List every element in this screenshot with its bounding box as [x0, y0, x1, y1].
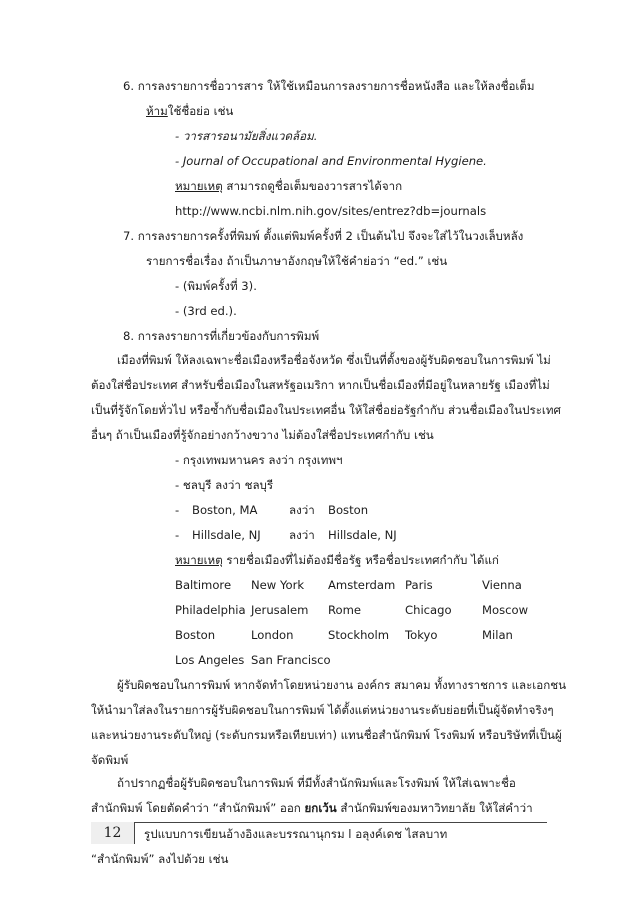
para-3-line-1: ถ้าปรากฏชื่อผู้รับผิดชอบในการพิมพ์ ที่มีทั้งสำนักพิมพ์และโรงพิมพ์ ให้ใส่เฉพาะชื่อ	[117, 776, 516, 790]
para-3-line-3: “สำนักพิมพ์” ลงไปด้วย เช่น	[91, 852, 229, 866]
example-english-journal: - Journal of Occupational and Environmental Hygiene.	[175, 154, 487, 168]
note-2	[175, 552, 499, 568]
para-2-line-1: ผู้รับผิดชอบในการพิมพ์ หากจัดทำโดยหน่วยงาน องค์กร สมาคม ทั้งทางราชการ และเอกชน	[117, 678, 567, 692]
item-8-heading: 8. การลงรายการที่เกี่ยวข้องกับการพิมพ์	[123, 329, 320, 343]
para-1-line-2: ต้องใส่ชื่อประเทศ สำหรับชื่อเมืองในสหรัฐอเมริกา หากเป็นชื่อเมืองที่มีอยู่ในหลายรัฐ เมืองที่ไม่	[91, 378, 550, 392]
city-cell: San Francisco	[251, 653, 331, 667]
note-1-text: สามารถดูชื่อเต็มของวารสารได้จาก	[222, 179, 403, 193]
journals-url: http://www.ncbi.nlm.nih.gov/sites/entrez?db=journals	[175, 204, 487, 218]
city-cell: Paris	[405, 578, 433, 592]
forbidden-underlined: ห้าม	[146, 104, 168, 118]
para-2-line-4: จัดพิมพ์	[91, 753, 129, 767]
example-edition-thai: - (พิมพ์ครั้งที่ 3).	[175, 279, 257, 293]
note-2-text: รายชื่อเมืองที่ไม่ต้องมีชื่อรัฐ หรือชื่อประเทศกำกับ ได้แก่	[222, 553, 499, 567]
city-cell: Stockholm	[328, 628, 390, 642]
city-cell: Chicago	[405, 603, 452, 617]
para-1-line-3: เป็นที่รู้จักโดยทั่วไป หรือซ้ำกับชื่อเมืองในประเทศอื่น ให้ใส่ชื่อย่อรัฐกำกับ ส่วนชื่อเมืองในประเทศ	[91, 403, 561, 417]
city-cell: Milan	[482, 628, 513, 642]
state-example-arrow: ลงว่า	[289, 503, 315, 517]
except-bold: ยกเว้น	[304, 801, 337, 815]
para-3-line-2-start: สำนักพิมพ์ โดยตัดคำว่า “สำนักพิมพ์” ออก	[91, 801, 305, 815]
item-6-line-1: 6. การลงรายการชื่อวารสาร ให้ใช้เหมือนการลงรายการชื่อหนังสือ และให้ลงชื่อเต็ม	[123, 79, 535, 93]
para-1-line-1: เมืองที่พิมพ์ ให้ลงเฉพาะชื่อเมืองหรือชื่อจังหวัด ซึ่งเป็นที่ตั้งของผู้รับผิดชอบในการพิมพ์ ไม่	[117, 353, 551, 367]
city-cell: Jerusalem	[251, 603, 309, 617]
state-example-city: Hillsdale, NJ	[192, 528, 261, 542]
example-bangkok: - กรุงเทพมหานคร ลงว่า กรุงเทพฯ	[175, 453, 343, 467]
item-6-line-2	[146, 103, 233, 119]
para-3-line-2-end: สำนักพิมพ์ของมหาวิทยาลัย ให้ใส่คำว่า	[336, 801, 533, 815]
footer-title: รูปแบบการเขียนอ้างอิงและบรรณานุกรม l อลุงค์เดช ไสลบาท	[144, 827, 448, 841]
city-cell: New York	[251, 578, 305, 592]
city-cell: Moscow	[482, 603, 529, 617]
state-example-result: Boston	[328, 503, 369, 517]
state-example-arrow: ลงว่า	[289, 528, 315, 542]
city-cell: Tokyo	[405, 628, 438, 642]
page-number: 12	[103, 825, 122, 841]
city-cell: Baltimore	[175, 578, 232, 592]
para-2-line-2: ให้นำมาใส่ลงในรายการผู้รับผิดชอบในการพิมพ์ ได้ตั้งแต่หน่วยงานระดับย่อยที่เป็นผู้จัดทำจริงๆ	[91, 703, 554, 717]
state-example-result: Hillsdale, NJ	[328, 528, 397, 542]
para-2-line-3: และหน่วยงานระดับใหญ่ (ระดับกรมหรือเทียบเท่า) แทนชื่อสำนักพิมพ์ โรงพิมพ์ หรือบริษัทที่เป็นผู้	[91, 728, 562, 742]
state-example-dash: -	[175, 528, 180, 542]
city-cell: Philadelphia	[175, 603, 246, 617]
city-cell: Vienna	[482, 578, 522, 592]
city-cell: London	[251, 628, 294, 642]
city-cell: Los Angeles	[175, 653, 245, 667]
state-example-city: Boston, MA	[192, 503, 258, 517]
para-3-line-2	[91, 800, 533, 816]
city-cell: Boston	[175, 628, 216, 642]
item-7-line-1: 7. การลงรายการครั้งที่พิมพ์ ตั้งแต่พิมพ์ครั้งที่ 2 เป็นต้นไป จึงจะใส่ไว้ในวงเล็บหลัง	[123, 229, 524, 243]
item-6-line-2-rest: ใช้ชื่อย่อ เช่น	[167, 104, 234, 118]
item-7-line-2: รายการชื่อเรื่อง ถ้าเป็นภาษาอังกฤษให้ใช้คำย่อว่า “ed.” เช่น	[146, 254, 448, 268]
example-thai-journal: - วารสารอนามัยสิ่งแวดล้อม.	[175, 129, 318, 143]
city-cell: Amsterdam	[328, 578, 396, 592]
note-1-label: หมายเหตุ	[175, 179, 223, 193]
note-2-label: หมายเหตุ	[175, 553, 223, 567]
para-1-line-4: อื่นๆ ถ้าเป็นเมืองที่รู้จักอย่างกว้างขวาง ไม่ต้องใส่ชื่อประเทศกำกับ เช่น	[91, 428, 434, 442]
example-chonburi: - ชลบุรี ลงว่า ชลบุรี	[175, 478, 274, 492]
footer-rule	[91, 822, 547, 823]
city-cell: Rome	[328, 603, 362, 617]
note-1	[175, 178, 402, 194]
state-example-dash: -	[175, 503, 180, 517]
example-edition-english: - (3rd ed.).	[175, 304, 237, 318]
